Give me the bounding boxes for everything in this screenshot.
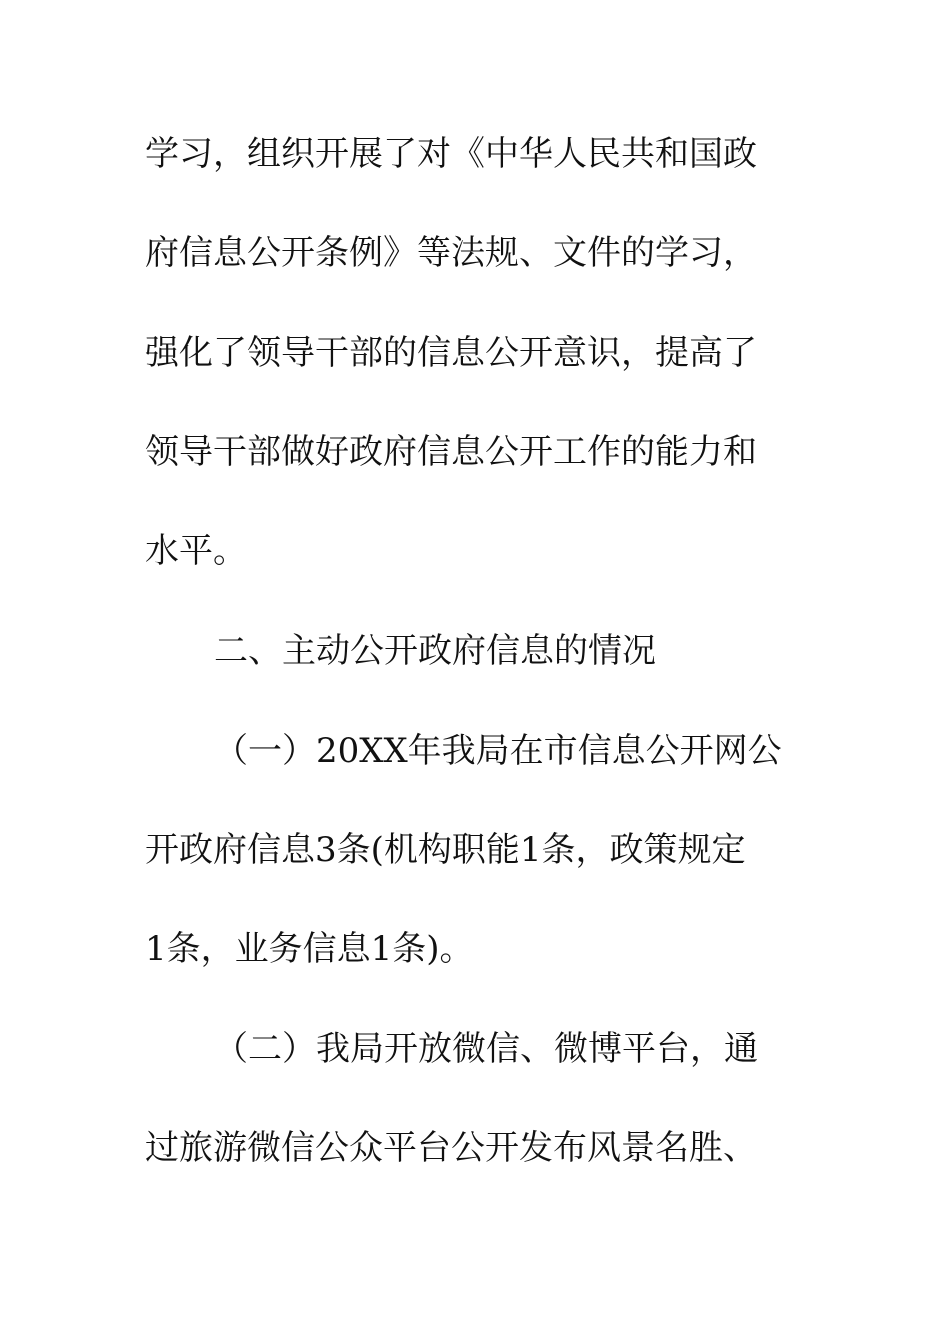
paragraph-line: 领导干部做好政府信息公开工作的能力和 [145, 432, 757, 472]
paragraph-line: 学习，组织开展了对《中华人民共和国政 [145, 134, 757, 174]
paragraph-line: 过旅游微信公众平台公开发布风景名胜、 [145, 1128, 757, 1168]
paragraph-line: 强化了领导干部的信息公开意识，提高了 [145, 333, 757, 373]
paragraph-line: 1条，业务信息1条)。 [145, 929, 474, 969]
paragraph-line: 府信息公开条例》等法规、文件的学习， [145, 233, 757, 273]
paragraph-line: （二）我局开放微信、微博平台，通 [214, 1029, 758, 1069]
paragraph-line: 水平。 [145, 531, 247, 571]
paragraph-line: 开政府信息3条(机构职能1条，政策规定 [145, 830, 746, 870]
section-heading: 二、主动公开政府信息的情况 [214, 631, 656, 671]
paragraph-line: （一）20XX年我局在市信息公开网公 [214, 731, 782, 771]
